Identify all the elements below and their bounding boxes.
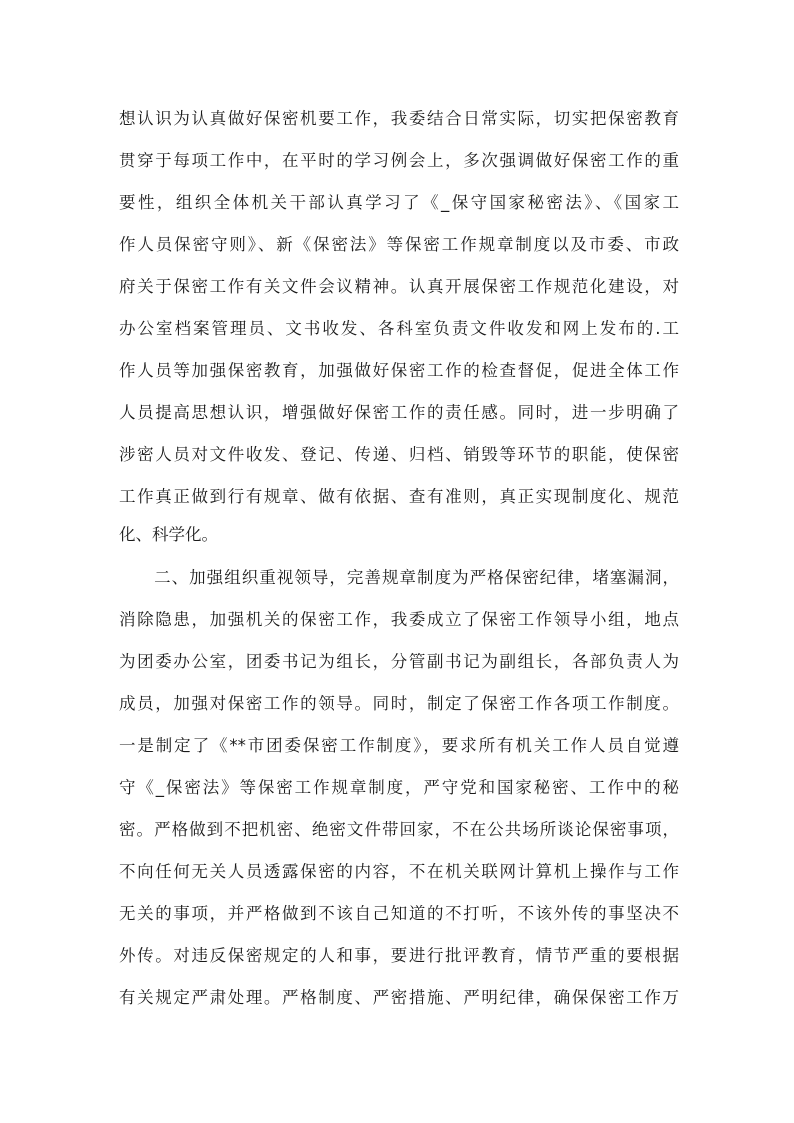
text-line: 人员提高思想认识，增强做好保密工作的责任感。同时，进一步明确了 — [119, 403, 679, 422]
text-line: 工作真正做到行有规章、做有依据、查有准则，真正实现制度化、规范 — [119, 487, 679, 506]
text-line: 密。严格做到不把机密、绝密文件带回家，不在公共场所谈论保密事项， — [119, 820, 679, 839]
text-line: 消除隐患，加强机关的保密工作，我委成立了保密工作领导小组，地点 — [119, 610, 679, 629]
text-line: 办公室档案管理员、文书收发、各科室负责文件收发和网上发布的.工 — [119, 319, 679, 338]
text-line: 贯穿于每项工作中，在平时的学习例会上，多次强调做好保密工作的重 — [119, 151, 679, 170]
text-line: 有关规定严肃处理。严格制度、严密措施、严明纪律，确保保密工作万 — [119, 988, 679, 1007]
text-line: 要性，组织全体机关干部认真学习了《_保守国家秘密法》、《国家工 — [119, 193, 679, 212]
text-line: 一是制定了《**市团委保密工作制度》，要求所有机关工作人员自觉遵 — [119, 736, 679, 755]
text-line: 二、加强组织重视领导，完善规章制度为严格保密纪律，堵塞漏洞， — [119, 568, 679, 587]
text-line: 为团委办公室，团委书记为组长，分管副书记为副组长，各部负责人为 — [119, 652, 679, 671]
text-line: 守《_保密法》等保密工作规章制度，严守党和国家秘密、工作中的秘 — [119, 778, 679, 797]
text-line: 外传。对违反保密规定的人和事，要进行批评教育，情节严重的要根据 — [119, 946, 679, 965]
text-line: 不向任何无关人员透露保密的内容，不在机关联网计算机上操作与工作 — [119, 862, 679, 881]
text-line: 府关于保密工作有关文件会议精神。认真开展保密工作规范化建设，对 — [119, 277, 679, 296]
text-line: 作人员等加强保密教育，加强做好保密工作的检查督促，促进全体工作 — [119, 361, 679, 380]
text-line: 成员，加强对保密工作的领导。同时，制定了保密工作各项工作制度。 — [119, 694, 679, 713]
text-line: 作人员保密守则》、新《保密法》等保密工作规章制度以及市委、市政 — [119, 235, 679, 254]
text-line: 想认识为认真做好保密机要工作，我委结合日常实际，切实把保密教育 — [119, 109, 679, 128]
text-line: 无关的事项，并严格做到不该自己知道的不打听，不该外传的事坚决不 — [119, 904, 679, 923]
text-line: 化、科学化。 — [119, 525, 218, 544]
text-line: 涉密人员对文件收发、登记、传递、归档、销毁等环节的职能，使保密 — [119, 445, 679, 464]
